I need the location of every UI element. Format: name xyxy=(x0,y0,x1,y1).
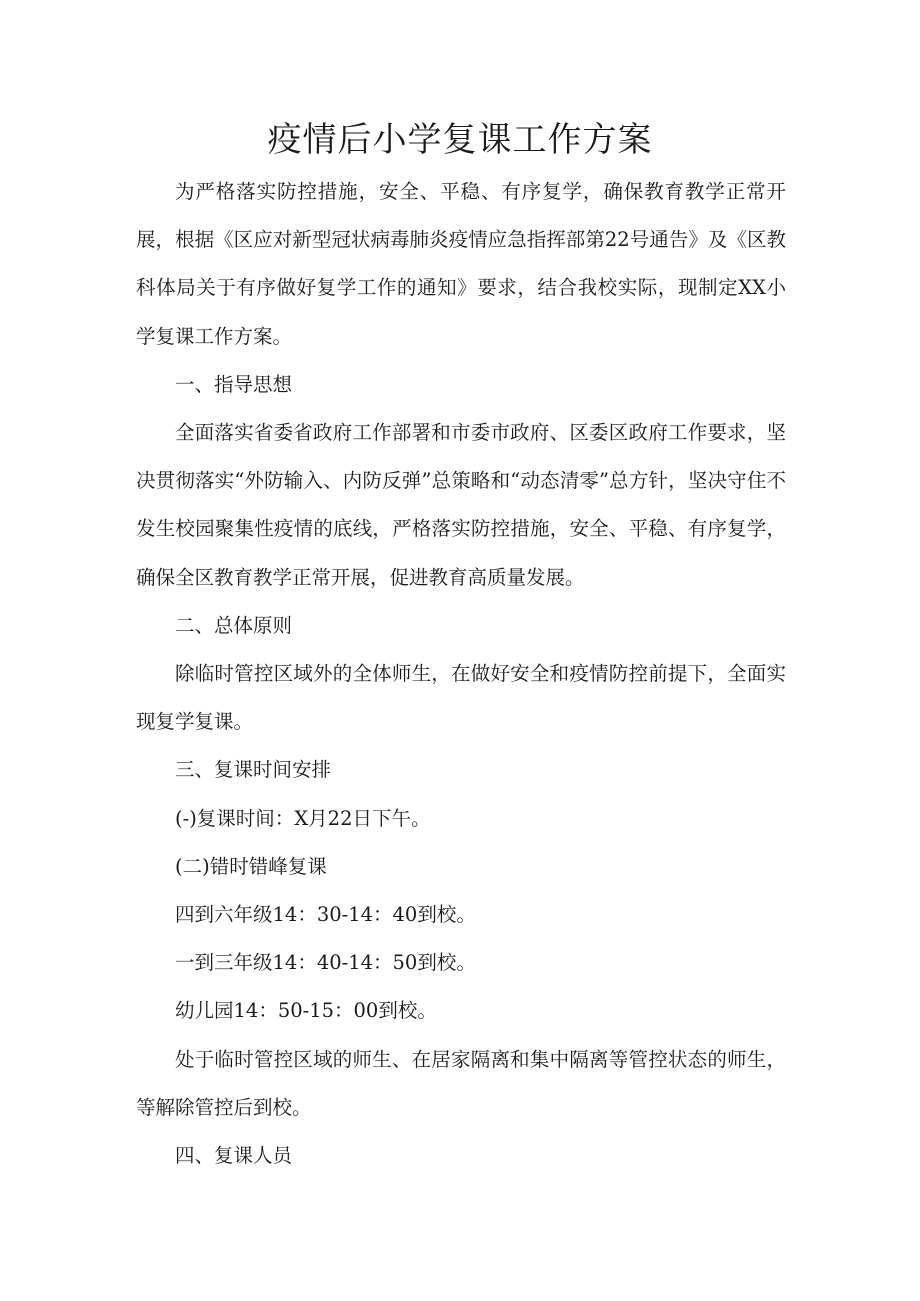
intro-paragraph: 为严格落实防控措施，安全、平稳、有序复学，确保教育教学正常开展，根据《区应对新型冠状病毒肺炎疫情应急指挥部第22号通告》及《区教科体局关于有序做好复学工作的通知》要求，结合我校实际，现制定XX小学复课工作方案。 xyxy=(136,180,786,348)
document-body xyxy=(136,168,786,1180)
section-heading-schedule: 三、复课时间安排 xyxy=(175,758,332,782)
section-heading-general-principles: 二、总体原则 xyxy=(175,613,293,637)
schedule-grades-4-6: 四到六年级14：30-14：40到校。 xyxy=(175,903,476,927)
schedule-grades-1-3: 一到三年级14：40-14：50到校。 xyxy=(175,951,476,975)
document-title: 疫情后小学复课工作方案 xyxy=(267,120,653,160)
section-heading-guiding-ideology: 一、指导思想 xyxy=(175,372,293,396)
section-heading-personnel: 四、复课人员 xyxy=(175,1144,293,1168)
schedule-resume-time: (-)复课时间：X月22日下午。 xyxy=(175,806,431,830)
schedule-staggered-heading: (二)错时错峰复课 xyxy=(175,854,327,878)
controlled-area-paragraph: 处于临时管控区域的师生、在居家隔离和集中隔离等管控状态的师生，等解除管控后到校。 xyxy=(136,1047,786,1119)
general-principles-paragraph: 除临时管控区域外的全体师生，在做好安全和疫情防控前提下，全面实现复学复课。 xyxy=(136,662,786,734)
guiding-ideology-paragraph: 全面落实省委省政府工作部署和市委市政府、区委区政府工作要求，坚决贯彻落实“外防输入、内防反弹”总策略和“动态清零”总方针，坚决守住不发生校园聚集性疫情的底线，严格落实防控措施，安全、平稳、有序复学，确保全区教育教学正常开展，促进教育高质量发展。 xyxy=(136,421,786,589)
schedule-kindergarten: 幼儿园14：50-15：00到校。 xyxy=(175,999,437,1023)
